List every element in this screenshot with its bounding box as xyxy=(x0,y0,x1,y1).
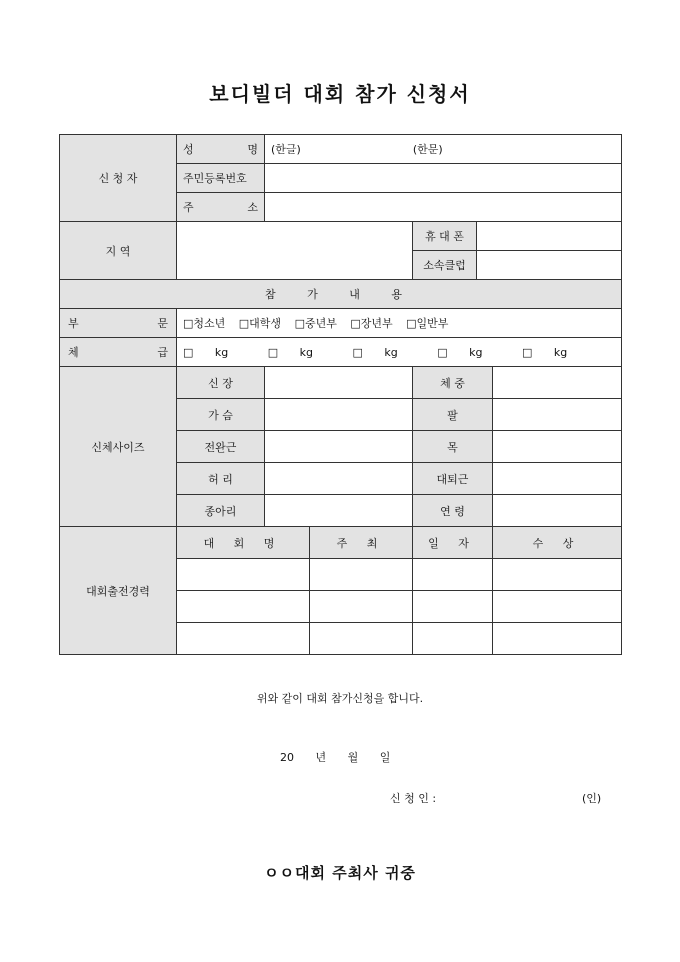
applicant-label: 신 청 자 xyxy=(60,135,177,222)
chest-label: 가 슴 xyxy=(177,399,265,431)
neck-field[interactable] xyxy=(493,431,622,463)
career-cell[interactable] xyxy=(310,559,413,591)
weight-field[interactable] xyxy=(493,367,622,399)
career-header-award: 수 상 xyxy=(493,527,622,559)
address-label: 주 소 xyxy=(183,201,258,214)
club-field[interactable] xyxy=(477,251,622,280)
age-label: 연 령 xyxy=(413,495,493,527)
weight-option[interactable]: □ kg xyxy=(522,345,568,359)
form-title: 보디빌더 대회 참가 신청서 xyxy=(209,82,471,106)
name-label: 성 명 xyxy=(183,143,258,156)
arm-field[interactable] xyxy=(493,399,622,431)
division-option-senior[interactable]: □장년부 xyxy=(350,317,393,330)
weight-class-label: 체 급 xyxy=(68,346,168,359)
weight-option[interactable]: □ kg xyxy=(183,345,229,359)
name-chinese-label: (한문) xyxy=(412,143,443,156)
career-cell[interactable] xyxy=(413,559,493,591)
thigh-field[interactable] xyxy=(493,463,622,495)
arm-label: 팔 xyxy=(413,399,493,431)
career-cell[interactable] xyxy=(493,559,622,591)
career-cell[interactable] xyxy=(493,623,622,655)
application-form-table xyxy=(59,134,622,655)
thigh-label: 대퇴근 xyxy=(413,463,493,495)
name-korean-label: (한글) xyxy=(271,143,301,156)
weight-label: 체 중 xyxy=(413,367,493,399)
career-cell[interactable] xyxy=(310,623,413,655)
career-header-date: 일 자 xyxy=(413,527,493,559)
career-label: 대회출전경력 xyxy=(60,527,177,655)
weight-option[interactable]: □ kg xyxy=(267,345,313,359)
recipient: ㅇㅇ대회 주최사 귀중 xyxy=(264,864,416,882)
date-year-prefix: 20 xyxy=(280,751,294,764)
date-day-label: 일 xyxy=(379,751,391,764)
career-cell[interactable] xyxy=(493,591,622,623)
waist-field[interactable] xyxy=(265,463,413,495)
application-statement: 위와 같이 대회 참가신청을 합니다. xyxy=(256,692,424,705)
division-label: 부 문 xyxy=(68,317,168,330)
division-option-youth[interactable]: □청소년 xyxy=(183,317,226,330)
participation-header: 참 가 내 용 xyxy=(60,280,622,309)
career-cell[interactable] xyxy=(177,623,310,655)
division-option-general[interactable]: □일반부 xyxy=(406,317,449,330)
weight-option[interactable]: □ kg xyxy=(352,345,398,359)
career-cell[interactable] xyxy=(413,591,493,623)
division-options xyxy=(177,309,622,338)
forearm-field[interactable] xyxy=(265,431,413,463)
career-cell[interactable] xyxy=(177,591,310,623)
chest-field[interactable] xyxy=(265,399,413,431)
career-header-competition: 대 회 명 xyxy=(177,527,310,559)
career-cell[interactable] xyxy=(310,591,413,623)
career-cell[interactable] xyxy=(177,559,310,591)
mobile-field[interactable] xyxy=(477,222,622,251)
address-field[interactable] xyxy=(265,193,622,222)
weight-class-options xyxy=(177,338,622,367)
neck-label: 목 xyxy=(413,431,493,463)
calf-label: 종아리 xyxy=(177,495,265,527)
seal-mark: (인) xyxy=(582,792,602,805)
height-label: 신 장 xyxy=(177,367,265,399)
region-label: 지 역 xyxy=(60,222,177,280)
height-field[interactable] xyxy=(265,367,413,399)
age-field[interactable] xyxy=(493,495,622,527)
body-size-label: 신체사이즈 xyxy=(60,367,177,527)
date-year-label: 년 xyxy=(315,751,327,764)
division-option-college[interactable]: □대학생 xyxy=(238,317,282,330)
date-line xyxy=(280,749,408,765)
career-header-organizer: 주 최 xyxy=(310,527,413,559)
mobile-label: 휴 대 폰 xyxy=(413,222,477,251)
waist-label: 허 리 xyxy=(177,463,265,495)
resident-id-field[interactable] xyxy=(265,164,622,193)
name-field[interactable] xyxy=(265,135,622,164)
club-label: 소속클럽 xyxy=(413,251,477,280)
weight-option[interactable]: □ kg xyxy=(437,345,483,359)
resident-id-label: 주민등록번호 xyxy=(177,164,265,193)
date-month-label: 월 xyxy=(347,751,359,764)
calf-field[interactable] xyxy=(265,495,413,527)
applicant-signature-label: 신 청 인 : xyxy=(390,792,437,805)
division-option-middle-age[interactable]: □중년부 xyxy=(294,317,337,330)
region-field[interactable] xyxy=(177,222,413,280)
career-cell[interactable] xyxy=(413,623,493,655)
forearm-label: 전완근 xyxy=(177,431,265,463)
